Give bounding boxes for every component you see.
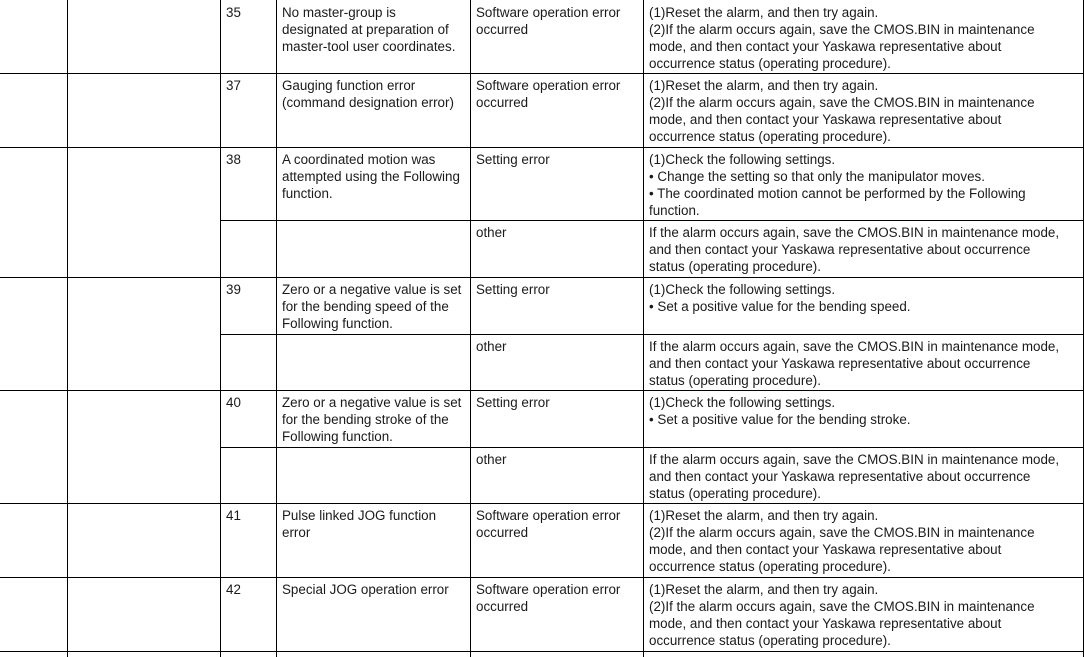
- description-line: A coordinated motion was: [282, 152, 436, 167]
- remedy-line: status (operating procedure).: [649, 259, 821, 274]
- description-cell: [277, 577, 470, 651]
- remedy-line: status (operating procedure).: [649, 486, 821, 501]
- description-line: Gauging function error: [282, 78, 416, 93]
- alarm-code-cell: [221, 390, 276, 447]
- alarm-code-cell: [221, 0, 276, 73]
- description-cell: [277, 0, 470, 73]
- description-line: Zero or a negative value is set: [282, 282, 462, 297]
- cause-cell: [471, 73, 643, 147]
- description-line: error: [282, 525, 311, 540]
- cause-cell: [471, 447, 643, 503]
- remedy-line: (2)If the alarm occurs again, save the CMOS.BIN in maintenance: [649, 525, 1035, 540]
- alarm-code-cell: [221, 503, 276, 577]
- cause-line: Software operation error: [476, 5, 621, 20]
- cause-cell: [471, 277, 643, 334]
- alarm-code: 40: [226, 395, 241, 410]
- alarm-code: 42: [226, 582, 241, 597]
- remedy-line: If the alarm occurs again, save the CMOS.BIN in maintenance mode,: [649, 225, 1060, 240]
- remedy-line: (1)Check the following settings.: [649, 152, 836, 167]
- description-line: No master-group is: [282, 5, 396, 20]
- alarm-code: 37: [226, 78, 241, 93]
- remedy-line: and then contact your Yaskawa representative about occurrence: [649, 242, 1031, 257]
- remedy-cell: [644, 0, 1083, 73]
- description-cell: [277, 390, 470, 447]
- description-line: Zero or a negative value is set: [282, 395, 462, 410]
- remedy-cell: [644, 390, 1083, 447]
- description-line: function.: [282, 186, 333, 201]
- cause-cell: [471, 334, 643, 390]
- remedy-cell: [644, 277, 1083, 334]
- cause-line: occurred: [476, 95, 529, 110]
- description-cell: [277, 447, 470, 503]
- description-cell: [277, 220, 470, 277]
- remedy-line: (1)Check the following settings.: [649, 395, 836, 410]
- cause-line: occurred: [476, 525, 529, 540]
- remedy-line: occurrence status (operating procedure).: [649, 56, 891, 71]
- alarm-code: 38: [226, 152, 241, 167]
- remedy-line: occurrence status (operating procedure).: [649, 129, 891, 144]
- cause-cell: [471, 220, 643, 277]
- cause-cell: [471, 390, 643, 447]
- cause-cell: [471, 147, 643, 220]
- remedy-line: occurrence status (operating procedure).: [649, 559, 891, 574]
- remedy-cell: [644, 147, 1083, 220]
- cause-line: Software operation error: [476, 78, 621, 93]
- alarm-code-cell: [221, 220, 276, 277]
- remedy-line: function.: [649, 203, 700, 218]
- remedy-cell: [644, 220, 1083, 277]
- remedy-cell: [644, 73, 1083, 147]
- cause-line: Setting error: [476, 152, 550, 167]
- alarm-code-cell: [221, 73, 276, 147]
- remedy-line: occurrence status (operating procedure).: [649, 633, 891, 648]
- remedy-line: (2)If the alarm occurs again, save the CMOS.BIN in maintenance: [649, 599, 1035, 614]
- remedy-line: • The coordinated motion cannot be performed by the Following: [649, 186, 1026, 201]
- remedy-line: mode, and then contact your Yaskawa representative about: [649, 542, 1002, 557]
- remedy-line: If the alarm occurs again, save the CMOS.BIN in maintenance mode,: [649, 339, 1060, 354]
- remedy-cell: [644, 577, 1083, 651]
- alarm-code-cell: [221, 447, 276, 503]
- description-line: Following function.: [282, 429, 393, 444]
- alarm-code-cell: [221, 277, 276, 334]
- remedy-line: mode, and then contact your Yaskawa representative about: [649, 39, 1002, 54]
- remedy-line: status (operating procedure).: [649, 373, 821, 388]
- remedy-line: • Set a positive value for the bending stroke.: [649, 412, 911, 427]
- alarm-code: 35: [226, 5, 241, 20]
- remedy-line: and then contact your Yaskawa representative about occurrence: [649, 469, 1031, 484]
- cause-line: Software operation error: [476, 582, 621, 597]
- remedy-line: • Set a positive value for the bending speed.: [649, 299, 911, 314]
- alarm-code: 39: [226, 282, 241, 297]
- description-line: Special JOG operation error: [282, 582, 449, 597]
- cause-cell: [471, 577, 643, 651]
- remedy-line: (1)Reset the alarm, and then try again.: [649, 5, 879, 20]
- cause-line: other: [476, 452, 507, 467]
- description-line: for the bending stroke of the: [282, 412, 449, 427]
- alarm-code: 41: [226, 508, 241, 523]
- cause-line: other: [476, 225, 507, 240]
- remedy-line: (2)If the alarm occurs again, save the CMOS.BIN in maintenance: [649, 95, 1035, 110]
- description-line: designated at preparation of: [282, 22, 449, 37]
- cause-line: occurred: [476, 599, 529, 614]
- description-line: (command designation error): [282, 95, 454, 110]
- alarm-code-cell: [221, 147, 276, 220]
- remedy-line: and then contact your Yaskawa representative about occurrence: [649, 356, 1031, 371]
- remedy-line: (1)Reset the alarm, and then try again.: [649, 78, 879, 93]
- remedy-line: mode, and then contact your Yaskawa representative about: [649, 112, 1002, 127]
- description-line: Pulse linked JOG function: [282, 508, 437, 523]
- description-cell: [277, 73, 470, 147]
- remedy-line: (2)If the alarm occurs again, save the CMOS.BIN in maintenance: [649, 22, 1035, 37]
- remedy-cell: [644, 447, 1083, 503]
- remedy-line: If the alarm occurs again, save the CMOS.BIN in maintenance mode,: [649, 452, 1060, 467]
- cause-line: Software operation error: [476, 508, 621, 523]
- cause-line: Setting error: [476, 395, 550, 410]
- cause-line: other: [476, 339, 507, 354]
- description-cell: [277, 277, 470, 334]
- row-rule: [0, 651, 1084, 652]
- column-rule: [67, 0, 68, 657]
- remedy-line: (1)Reset the alarm, and then try again.: [649, 508, 879, 523]
- cause-cell: [471, 503, 643, 577]
- description-cell: [277, 503, 470, 577]
- remedy-line: • Change the setting so that only the manipulator moves.: [649, 169, 985, 184]
- alarm-code-cell: [221, 577, 276, 651]
- description-cell: [277, 334, 470, 390]
- description-line: Following function.: [282, 316, 393, 331]
- cause-cell: [471, 0, 643, 73]
- cause-line: occurred: [476, 22, 529, 37]
- description-line: master-tool user coordinates.: [282, 39, 456, 54]
- remedy-line: mode, and then contact your Yaskawa representative about: [649, 616, 1002, 631]
- alarm-code-cell: [221, 334, 276, 390]
- remedy-line: (1)Check the following settings.: [649, 282, 836, 297]
- cause-line: Setting error: [476, 282, 550, 297]
- description-line: attempted using the Following: [282, 169, 460, 184]
- description-cell: [277, 147, 470, 220]
- description-line: for the bending speed of the: [282, 299, 449, 314]
- remedy-line: (1)Reset the alarm, and then try again.: [649, 582, 879, 597]
- remedy-cell: [644, 503, 1083, 577]
- remedy-cell: [644, 334, 1083, 390]
